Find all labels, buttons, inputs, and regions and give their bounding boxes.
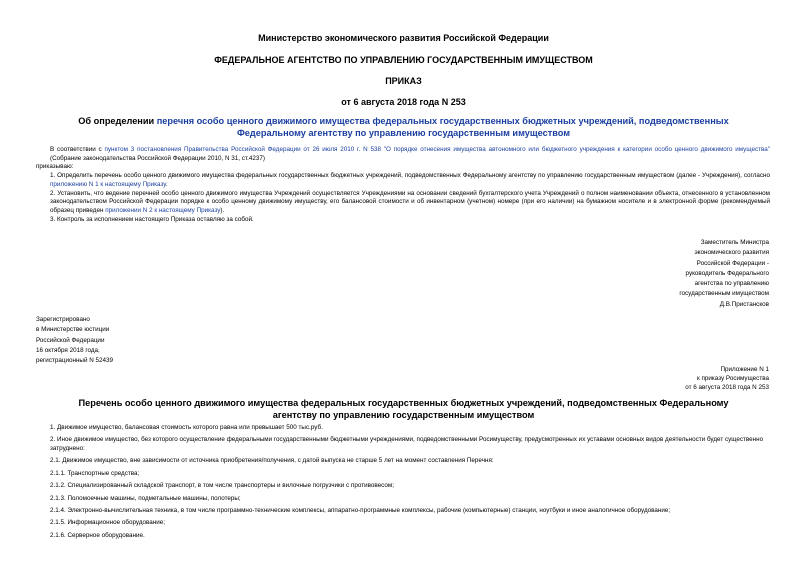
annex-2-link[interactable]: приложении N 2 к настоящему Приказу bbox=[105, 206, 221, 214]
list-item: 2.1.4. Электронно-вычислительная техника, в том числе программно-технические комплексы, аппаратно-программные комплексы, рабочие (компьютерные) станции, ноутбуки и иное аналогичное оборудование; bbox=[50, 506, 671, 514]
signature-block: Заместитель Министра экономического развития Российской Федерации - руководитель Федерального агентства по управлению государственным имуществом Д.В.Пристансков bbox=[679, 238, 769, 310]
item-3: 3. Контроль за исполнением настоящего Приказа оставляю за собой. bbox=[50, 215, 254, 223]
item-2: 2. Установить, что ведение перечней особо ценного движимого имущества Учреждений осуществляется Учреждениями на основании сведений бухгалтерского учета Учреждений о полном наименовании объекта, отнесенного в установленном законодательством Российской Федерации порядке к особо ценному движимому имуществу, его балансовой стоимости и об инвентарном (учетном) номере (при его наличии) на бумажном носителе и в электронной форме (рекомендуемый образец приведен приложении N 2 к настоящему Приказу). bbox=[50, 189, 770, 214]
body-text bbox=[36, 146, 770, 224]
annex-title: Перечень особо ценного движимого имущества федеральных государственных бюджетных учреждений, подведомственных Федеральному агентству по управлению государственным имуществом bbox=[78, 398, 729, 420]
list-item: 2.1.5. Информационное оборудование; bbox=[50, 519, 166, 527]
signatory-name: Д.В.Пристансков bbox=[719, 300, 769, 308]
doc-date-number: от 6 августа 2018 года N 253 bbox=[341, 97, 466, 107]
annex-1-link[interactable]: приложению N 1 к настоящему Приказу bbox=[50, 180, 166, 188]
item-1: 1. Определить перечень особо ценного движимого имущества федеральных государственных бюджетных учреждений, подведомственных Федеральному агентству по управлению государственным имуществом (далее - Учреждения), согласно приложению N 1 к настоящему Приказу. bbox=[50, 172, 770, 188]
annex-header: Приложение N 1 к приказу Росимущества от 6 августа 2018 года N 253 bbox=[685, 366, 769, 391]
document-title bbox=[70, 115, 737, 139]
list-item: 2. Иное движимое имущество, без которого осуществление федеральными государственными бюджетными учреждениями, подведомственными Росимуществу, предусмотренных их уставами основных видов деятельности будет существенно затруднено: bbox=[50, 436, 764, 452]
ministry-heading: Министерство экономического развития Российской Федерации bbox=[258, 33, 549, 43]
list-item: 2.1. Движимое имущество, вне зависимости от источника приобретения/получения, с датой выпуска не старше 5 лет на момент составления Перечня: bbox=[50, 457, 494, 465]
list-item: 1. Движимое имущество, балансовая стоимость которого равна или превышает 500 тыс.руб. bbox=[50, 424, 323, 431]
doc-type-heading: ПРИКАЗ bbox=[385, 76, 422, 86]
list-item: 2.1.2. Специализированный складской транспорт, в том числе транспортеры и вилочные погрузчики с противовесом; bbox=[50, 482, 394, 490]
intro-law-link[interactable]: пунктом 3 постановления Правительства Российской Федерации от 26 июля 2010 г. N 538 "О порядке отнесения имущества автономного или бюджетного учреждения к категории особо ценного движимого имущества" bbox=[104, 146, 770, 153]
agency-heading: ФЕДЕРАЛЬНОЕ АГЕНТСТВО ПО УПРАВЛЕНИЮ ГОСУДАРСТВЕННЫМ ИМУЩЕСТВОМ bbox=[214, 55, 593, 65]
annex-list bbox=[36, 424, 770, 544]
title-link[interactable]: перечня особо ценного движимого имущества федеральных государственных бюджетных учреждений, подведомственных Федеральному агентству по управлению государственным имуществом bbox=[156, 116, 729, 138]
list-item: 2.1.1. Транспортные средства; bbox=[50, 469, 140, 477]
title-prefix: Об определении bbox=[78, 116, 157, 126]
order-word: приказываю: bbox=[36, 163, 74, 171]
intro-paragraph: В соответствии с пунктом 3 постановления Правительства Российской Федерации от 26 июля 2010 г. N 538 "О порядке отнесения имущества автономного или бюджетного учреждения к категории особо ценного движимого имущества" (Собрание законодательства Российской Федерации 2010, N 31, ст.4237) bbox=[50, 146, 770, 162]
list-item: 2.1.3. Поломоечные машины, подметальные машины, полотеры; bbox=[50, 494, 241, 502]
registration-block: Зарегистрировано в Министерстве юстиции Российской Федерации 16 октября 2018 года, регистрационный N 52439 bbox=[36, 316, 114, 365]
list-item: 2.1.6. Серверное оборудование. bbox=[50, 531, 145, 539]
